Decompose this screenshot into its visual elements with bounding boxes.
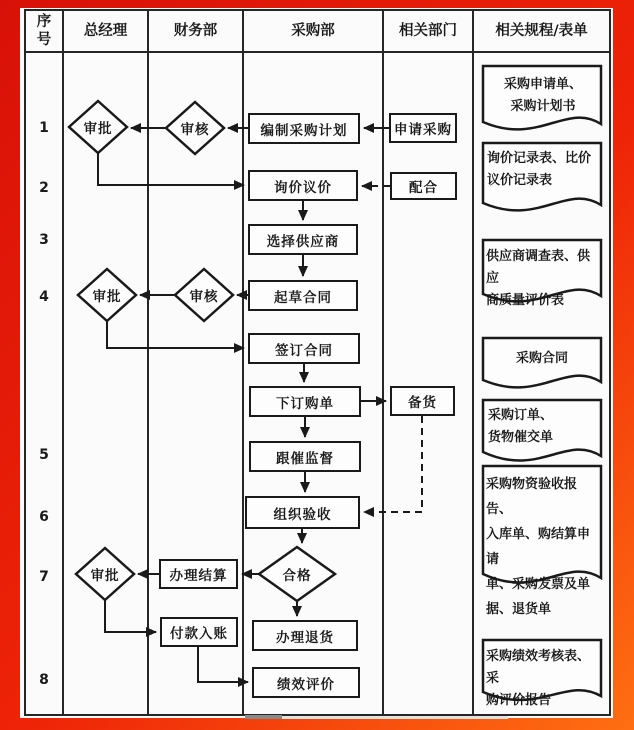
arrow-approve1-to-inquiry (98, 153, 244, 185)
doc-inquiry-records (487, 148, 599, 192)
row-number-6: 6 (39, 509, 49, 525)
column-header-related-label: 相关部门 (399, 22, 457, 39)
doc-line: 购评价报告 (486, 693, 552, 708)
decision-review-4: 审核 (189, 289, 219, 305)
arrow-approve4-to-sign (107, 321, 244, 348)
doc-supplier-survey (486, 246, 600, 312)
process-performance: 绩效评价 (252, 667, 360, 698)
doc-line: 据、退货单 (486, 602, 552, 617)
row-number-2: 2 (39, 180, 49, 196)
column-header-gm: 总经理 (83, 22, 128, 39)
doc-line: 采购订单、 (488, 408, 554, 423)
doc-performance-report (486, 646, 600, 712)
process-sign-contract: 签订合同 (248, 333, 360, 364)
doc-line: 入库单、购结算申请 (486, 527, 591, 567)
doc-line: 议价记录表 (487, 173, 553, 188)
decision-approve-4: 审批 (92, 289, 122, 305)
doc-line: 采购绩效考核表、采 (486, 649, 591, 686)
decision-review-1: 审核 (180, 122, 210, 138)
doc-acceptance-report (486, 472, 600, 622)
column-header-related (383, 10, 473, 52)
doc-line: 供应商调查表、供应 (486, 249, 591, 286)
doc-line: 单、采购发票及单 (486, 577, 591, 592)
doc-line: 询价记录表、比价 (487, 151, 592, 166)
decision-approve-1: 审批 (83, 121, 113, 137)
column-header-finance: 财务部 (173, 22, 218, 39)
doc-line: 采购合同 (515, 351, 568, 366)
doc-line: 采购物资验收报告、 (486, 477, 578, 517)
doc-purchase-contract (483, 348, 601, 370)
column-header-purchasing: 采购部 (291, 22, 335, 39)
process-select-supplier: 选择供应商 (248, 224, 358, 255)
flow-connectors-dashed (362, 186, 422, 512)
scrubber-track-remnant (282, 716, 508, 719)
process-place-order: 下订购单 (249, 386, 361, 417)
process-acceptance: 组织验收 (245, 496, 360, 529)
flowchart-sheet (20, 8, 613, 718)
process-pay: 付款入账 (160, 617, 238, 647)
decision-approve-7: 审批 (90, 568, 120, 584)
process-return-goods: 办理退货 (252, 620, 358, 651)
dashed-arrow-prepare-to-acceptance (364, 416, 422, 512)
scrubber-handle-remnant (245, 715, 282, 719)
process-cooperate: 配合 (390, 172, 457, 200)
doc-line: 货物催交单 (488, 430, 554, 445)
column-header-seq (25, 10, 63, 52)
process-draft-contract: 起草合同 (248, 280, 358, 311)
doc-line: 采购申请单、 (503, 77, 582, 92)
row-number-8: 8 (39, 672, 49, 688)
row-number-7: 7 (39, 569, 49, 585)
doc-line: 商质量评价表 (486, 293, 565, 308)
process-settle: 办理结算 (159, 559, 238, 589)
column-header-seq-label: 序号 (36, 13, 52, 48)
row-number-5: 5 (39, 447, 49, 463)
row-number-1: 1 (39, 120, 49, 136)
doc-line: 采购计划书 (510, 99, 576, 114)
process-make-plan: 编制采购计划 (248, 113, 360, 144)
decision-qualified: 合格 (282, 568, 312, 584)
row-number-3: 3 (39, 232, 49, 248)
process-inquiry: 询价议价 (248, 170, 358, 201)
row-number-4: 4 (39, 289, 49, 305)
process-expedite: 跟催监督 (249, 441, 361, 472)
doc-purchase-order (488, 405, 598, 449)
column-header-forms: 相关规程/表单 (495, 22, 588, 39)
process-request-purchase: 申请采购 (389, 113, 457, 143)
arrow-pay-to-performance (198, 647, 248, 682)
doc-purchase-request (488, 74, 598, 118)
process-prepare-goods: 备货 (390, 386, 455, 416)
